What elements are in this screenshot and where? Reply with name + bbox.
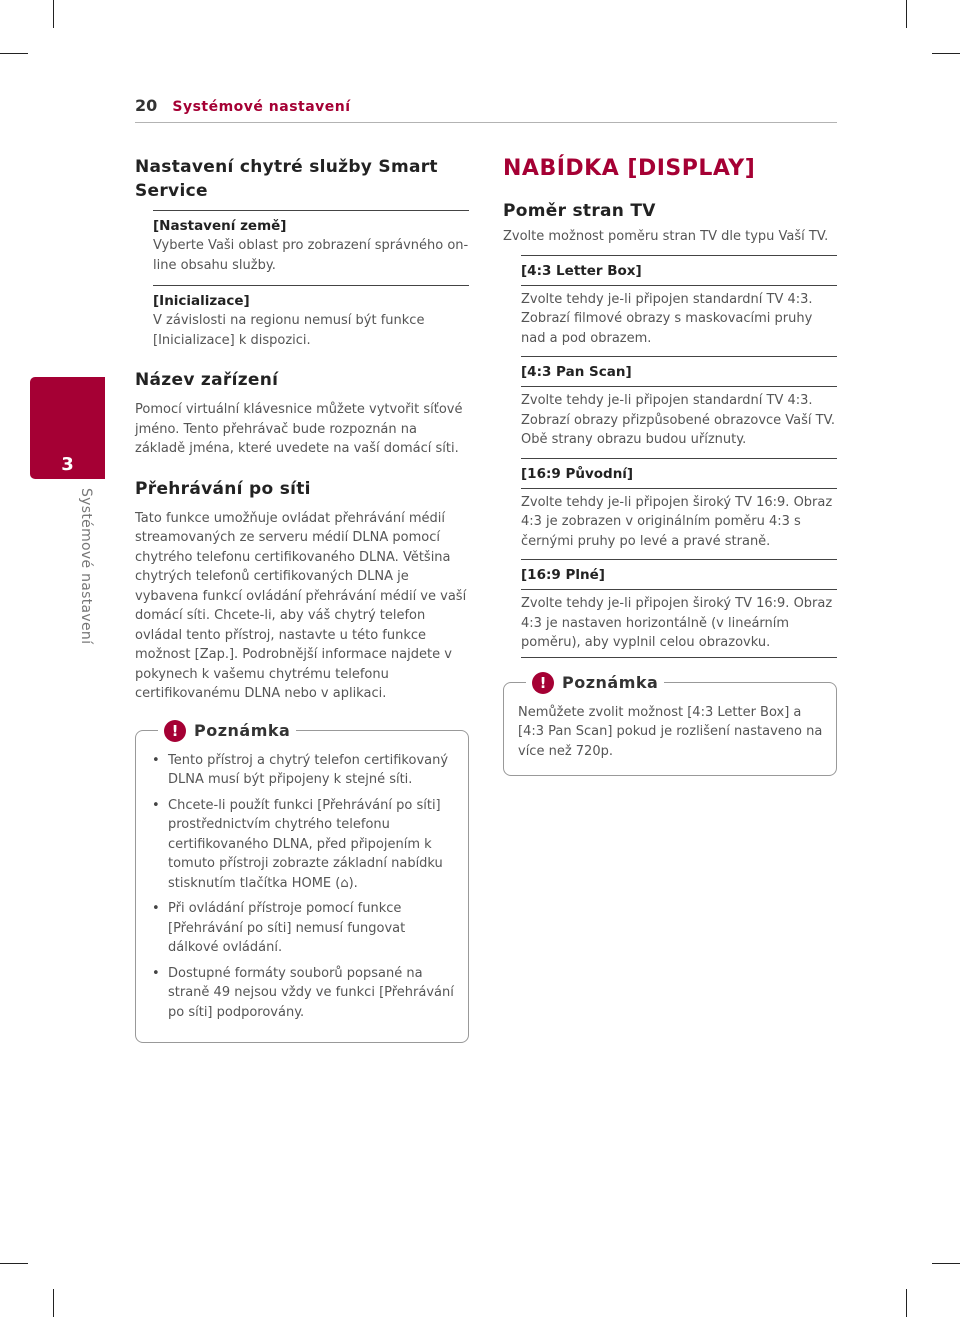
chapter-tab (30, 377, 105, 479)
chapter-label: Systémové nastavení (78, 488, 94, 645)
section-title-aspect: Poměr stran TV (503, 201, 656, 221)
list-item: • Chcete-li použít funkci [Přehrávání po síti] prostřednictvím chytrého telefonu certifikovaného DLNA, před připojením k tomuto přístroji zobrazte základní nabídku stisknutím tlačítka HOME (⌂). (150, 796, 458, 894)
crop-mark (906, 0, 907, 28)
crop-mark (906, 1289, 907, 1317)
setting-label: [Nastavení země] (153, 218, 287, 234)
list-item: • Dostupné formáty souborů popsané na straně 49 nejsou vždy ve funkci [Přehrávání po síti] podporovány. (150, 964, 458, 1023)
section-body: Pomocí virtuální klávesnice můžete vytvořit síťové jméno. Tento přehrávač bude rozpoznán na základě jména, které uvedete na vaší domácí síti. (135, 402, 463, 456)
list-item: • Tento přístroj a chytrý telefon certifikovaný DLNA musí být připojeny k stejné síti. (150, 751, 458, 790)
setting-item (521, 356, 837, 450)
setting-label: [4:3 Pan Scan] (521, 364, 632, 380)
setting-desc: Vyberte Vaši oblast pro zobrazení správného on-line obsahu služby. (153, 238, 469, 273)
section-title-display: NABÍDKA [DISPLAY] (503, 156, 756, 181)
chapter-number: 3 (61, 454, 74, 475)
crop-mark (53, 0, 54, 28)
note-box (503, 673, 837, 777)
setting-desc: Zvolte tehdy je-li připojen standardní TV 4:3. Zobrazí filmové obrazy s maskovacími pruhy nad a pod obrazem. (521, 285, 837, 349)
exclamation-icon: ! (164, 720, 186, 742)
left-column (135, 155, 469, 1043)
page-number: 20 (135, 96, 158, 115)
setting-label: [4:3 Letter Box] (521, 262, 642, 279)
setting-desc: Zvolte tehdy je-li připojen standardní TV 4:3. Zobrazí obrazy přizpůsobené obrazovce Vaší TV. Obě strany obrazu budou uříznuty. (521, 386, 837, 450)
right-column (503, 155, 837, 776)
setting-item (521, 458, 837, 552)
page-header (135, 96, 837, 123)
setting-desc: V závislosti na regionu nemusí být funkce [Inicializace] k dispozici. (153, 313, 425, 348)
section-title-smart-service: Nastavení chytré služby Smart Service (135, 157, 438, 201)
section-body: Zvolte možnost poměru stran TV dle typu Vaší TV. (503, 229, 829, 244)
page-title: Systémové nastavení (172, 99, 351, 115)
setting-label: [16:9 Plné] (521, 567, 605, 583)
setting-item (521, 559, 837, 658)
crop-mark (53, 1289, 54, 1317)
note-text: Nemůžete zvolit možnost [4:3 Letter Box] a [4:3 Pan Scan] pokud je rozlišení nastaveno na více než 720p. (518, 704, 823, 759)
section-title-network-play: Přehrávání po síti (135, 478, 311, 499)
list-item: • Při ovládání přístroje pomocí funkce [Přehrávání po síti] nemusí fungovat dálkové ovládání. (150, 899, 458, 958)
crop-mark (0, 53, 28, 54)
section-body: Tato funkce umožňuje ovládat přehrávání médií streamovaných ze serveru médií DLNA pomocí chytrého telefonu certifikovaného DLNA. Většina chytrých telefonů certifikovaných DLNA je vybavena funkcí ovládání přehrávání médií ve vaší domácí síti. Chcete-li, aby váš chytrý telefon ovládal tento přístroj, nastavte u této funkce možnost [Zap.]. Podrobnější informace najdete v pokynech k vašemu chytrému telefonu certifikovanému DLNA nebo v aplikaci. (135, 510, 467, 701)
setting-item (153, 285, 469, 350)
note-header (158, 720, 296, 742)
exclamation-icon: ! (532, 672, 554, 694)
note-title: Poznámka (194, 721, 291, 740)
crop-mark (932, 53, 960, 54)
crop-mark (0, 1263, 28, 1264)
note-list (136, 731, 468, 1043)
note-box (135, 721, 469, 1044)
note-title: Poznámka (562, 673, 659, 692)
setting-label: [16:9 Původní] (521, 465, 634, 482)
note-header (526, 672, 664, 694)
setting-item (521, 255, 837, 349)
setting-desc: Zvolte tehdy je-li připojen široký TV 16:9. Obraz 4:3 je zobrazen v originálním poměru 4:3 s černými pruhy po levé a pravé straně. (521, 488, 837, 552)
crop-mark (932, 1263, 960, 1264)
section-title-device-name: Název zařízení (135, 370, 279, 390)
setting-label: [Inicializace] (153, 293, 250, 309)
setting-item (153, 210, 469, 275)
setting-desc: Zvolte tehdy je-li připojen široký TV 16:9. Obraz 4:3 je nastaven horizontálně (v lineárním poměru), aby vyplnil celou obrazovku. (521, 589, 837, 653)
